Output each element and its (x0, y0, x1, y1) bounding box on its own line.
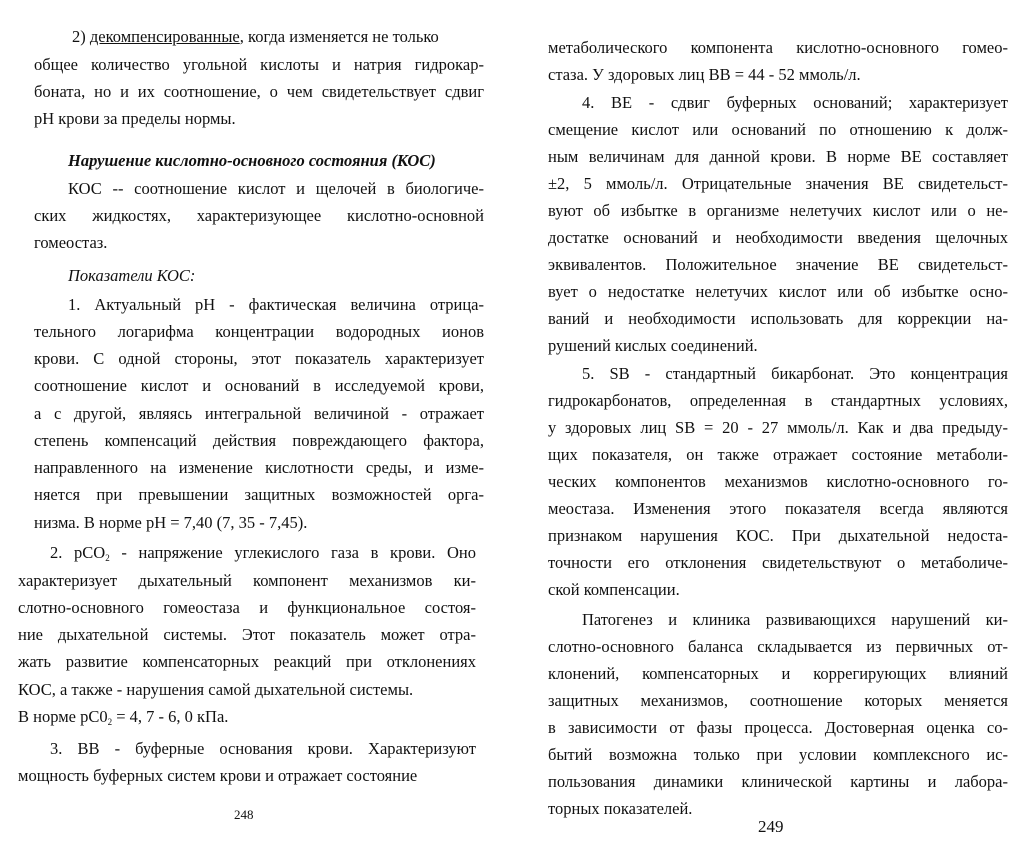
patho-line-5: в зависимости от фазы процесса. Достоверная оценка со- (548, 718, 1008, 737)
be-line-4: ±2, 5 ммоль/л. Отрицательные значения ВЕ свидетельст- (548, 174, 1008, 193)
sb-line-7: признаком нарушения КОС. При дыхательной недоста- (548, 526, 1008, 545)
patho-line-6: бытий возможна только при условии комплексного ис- (548, 745, 1008, 764)
decomp-term: декомпенсированные (89, 27, 240, 46)
bb-line-2: мощность буферных систем крови и отражает состояние (18, 766, 418, 785)
pco2-norm-label: В норме рС0 (18, 707, 108, 726)
pco2-line-2: характеризует дыхательный компонент механизмов ки- (18, 571, 476, 590)
kos-definition-line-3: гомеостаз. (34, 233, 108, 252)
be-line-7: эквивалентов. Положительное значение ВЕ свидетельст- (548, 255, 1008, 274)
pco2-line-4: ние дыхательной системы. Этот показатель может отра- (18, 625, 476, 644)
be-line-5: вуют об избытке в организме нелетучих кислот или о не- (548, 201, 1008, 220)
ph-line-2: тельного логарифма концентрации водородных ионов (34, 322, 484, 341)
patho-line-8: торных показателей. (548, 799, 693, 818)
sb-line-5: ческих компонентов механизмов кислотно-основного го- (548, 472, 1008, 491)
sb-line-2: гидрокарбонатов, определенная в стандартных условиях, (548, 391, 1008, 410)
decomp-rest: , когда изменяется не только (239, 27, 439, 46)
be-line-2: смещение кислот или оснований по отношению к долж- (548, 120, 1008, 139)
decomp-line-4: рН крови за пределы нормы. (34, 109, 236, 128)
be-line-6: достатке оснований и необходимости введения щелочных (548, 228, 1008, 247)
patho-line-4: защитных механизмов, соотношение которых меняется (548, 691, 1008, 710)
sb-line-4: щих показателя, он также отражает состояние метаболи- (548, 445, 1008, 464)
indicators-subheading: Показатели КОС: (68, 266, 196, 285)
decomp-line-3: боната, но и их соотношение, о чем свидетельствует сдвиг (34, 82, 484, 101)
pco2-norm-value: = 4, 7 - 6, 0 кПа. (112, 707, 229, 726)
page-number-right: 249 (758, 817, 784, 836)
sb-line-6: меостаза. Изменения этого показателя всегда являются (548, 499, 1008, 518)
bb-cont-line-1: метаболического компонента кислотно-основного гомео- (548, 38, 1008, 57)
decomp-number: 2) (72, 27, 90, 46)
sb-line-8: точности его отклонения свидетельствуют о метаболиче- (548, 553, 1008, 572)
ph-line-1: 1. Актуальный рН - фактическая величина отрица- (68, 295, 484, 314)
pco2-label: 2. рСО (50, 543, 106, 562)
patho-line-3: клонений, компенсаторных и коррегирующих влияний (548, 664, 1008, 683)
ph-line-3: крови. С одной стороны, этот показатель характеризует (34, 349, 484, 368)
page-number-left: 248 (234, 807, 254, 822)
sb-line-9: ской компенсации. (548, 580, 680, 599)
pco2-line-7 (18, 707, 228, 732)
pco2-norm-subscript: 2 (107, 717, 113, 727)
decomp-line-2: общее количество угольной кислоты и натрия гидрокар- (34, 55, 484, 74)
pco2-line-6: КОС, а также - нарушения самой дыхательной системы. (18, 680, 414, 699)
patho-line-7: пользования динамики клинической картины и лабора- (548, 772, 1008, 791)
decomp-line-1 (72, 27, 484, 47)
sb-line-1: 5. SB - стандартный бикарбонат. Это концентрация (582, 364, 1008, 383)
pco2-line-1 (50, 543, 476, 568)
pco2-subscript: 2 (105, 553, 110, 563)
ph-line-8: няется при превышении защитных возможностей орга- (34, 485, 484, 504)
ph-line-5: а с другой, являясь интегральной величиной - отражает (34, 404, 484, 423)
right-page (512, 0, 1024, 842)
ph-line-9: низма. В норме рН = 7,40 (7, 35 - 7,45). (34, 513, 308, 532)
ph-line-4: соотношение кислот и оснований в исследуемой крови, (34, 376, 484, 395)
kos-definition-line-2: ских жидкостях, характеризующее кислотно-основной (34, 206, 484, 225)
be-line-3: ным величинам для данной крови. В норме ВЕ составляет (548, 147, 1008, 166)
ph-line-6: степень компенсаций действия повреждающего фактора, (34, 431, 484, 450)
bb-line-1: 3. ВВ - буферные основания крови. Характеризуют (50, 739, 476, 758)
be-line-8: вует о недостатке нелетучих кислот или об избытке осно- (548, 282, 1008, 301)
be-line-9: ваний и необходимости использовать для коррекции на- (548, 309, 1008, 328)
patho-line-1: Патогенез и клиника развивающихся нарушений ки- (582, 610, 1008, 629)
ph-line-7: направленного на изменение кислотности среды, и изме- (34, 458, 484, 477)
patho-line-2: слотно-основного баланса складывается из первичных от- (548, 637, 1008, 656)
be-line-10: рушений кислых соединений. (548, 336, 758, 355)
kos-definition-line-1: КОС -- соотношение кислот и щелочей в биологиче- (68, 179, 484, 198)
pco2-line-5: жать развитие компенсаторных реакций при отклонениях (18, 652, 476, 671)
be-line-1: 4. ВЕ - сдвиг буферных оснований; характеризует (582, 93, 1008, 112)
pco2-text: - напряжение углекислого газа в крови. Оно (109, 543, 476, 562)
sb-line-3: у здоровых лиц SB = 20 - 27 ммоль/л. Как и два предыду- (548, 418, 1008, 437)
section-heading: Нарушение кислотно-основного состояния (КОС) (68, 151, 436, 170)
bb-cont-line-2: стаза. У здоровых лиц ВВ = 44 - 52 ммоль/л. (548, 65, 861, 84)
pco2-line-3: слотно-основного гомеостаза и функциональное состоя- (18, 598, 476, 617)
